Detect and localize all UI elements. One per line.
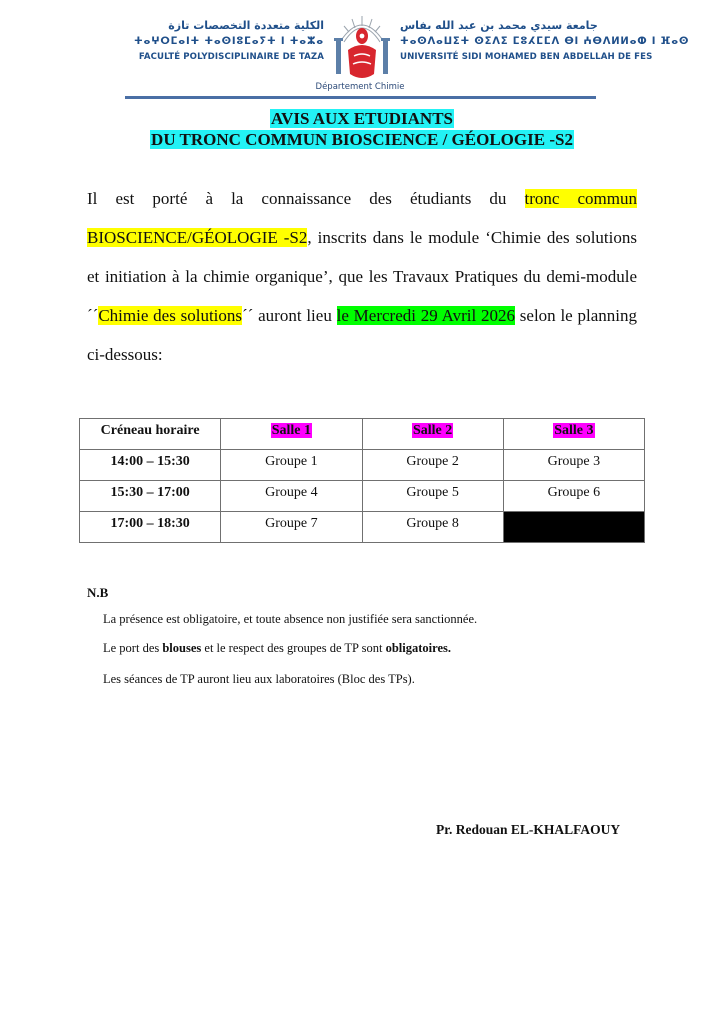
notice-title <box>0 108 724 129</box>
faculty-name-tifinagh: ⵜⴰⵖⵔⵎⴰⵏⵜ ⵜⴰⵙⵏⵓⵎⴰⵢⵜ ⵏ ⵜⴰⵣⴰ <box>133 36 324 47</box>
table-row <box>80 481 645 512</box>
header-room-1: Salle 1 <box>221 419 362 450</box>
header-divider <box>125 96 596 99</box>
paragraph-line-4: ´´Chimie des solutions´´ auront lieu le Mercredi 29 Avril 2026 selon le planning <box>87 306 637 325</box>
group-cell: Groupe 2 <box>362 450 503 481</box>
faculty-block <box>124 18 324 64</box>
highlight-module: Chimie des solutions <box>98 306 243 325</box>
note-item-lab-coats: Le port des blouses et le respect des groupes de TP sont obligatoires. <box>103 641 452 655</box>
header-room-2: Salle 2 <box>362 419 503 450</box>
paragraph-line-1: Il est porté à la connaissance des étudiants du tronc commun <box>87 189 638 208</box>
table-header-row <box>80 419 645 450</box>
university-name-tifinagh: ⵜⴰⵙⴷⴰⵡⵉⵜ ⵙⵉⴷⵉ ⵎⵓⵃⵎⵎⴷ ⴱⵏ ⵄⴱⴷⵍⵍⴰⵀ ⵏ ⴼⴰⵙ <box>400 36 690 47</box>
signature: Pr. Redouan EL-KHALFAOUY <box>436 822 621 837</box>
group-cell: Groupe 8 <box>362 512 503 543</box>
time-slot-cell: 14:00 – 15:30 <box>80 450 221 481</box>
highlight-program: tronc commun <box>524 189 638 208</box>
note-item-attendance: La présence est obligatoire, et toute absence non justifiée sera sanctionnée. <box>103 612 478 626</box>
paragraph-line-2: BIOSCIENCE/GÉOLOGIE -S2, inscrits dans le module ‘Chimie des solutions <box>87 228 637 247</box>
table-row <box>80 512 645 543</box>
header-time-slot: Créneau horaire <box>80 419 221 450</box>
group-cell: Groupe 1 <box>221 450 362 481</box>
header-room-3: Salle 3 <box>503 419 644 450</box>
group-cell: Groupe 3 <box>503 450 644 481</box>
group-cell: Groupe 6 <box>503 481 644 512</box>
faculty-name-arabic: الكلية متعددة التخصصات تازة <box>168 19 324 32</box>
highlight-program-name: BIOSCIENCE/GÉOLOGIE -S2 <box>87 228 308 247</box>
letterhead <box>110 12 690 104</box>
faculty-name-french: FACULTÉ POLYDISCIPLINAIRE DE TAZA <box>138 52 324 62</box>
group-cell: Groupe 7 <box>221 512 362 543</box>
schedule-table <box>79 418 645 543</box>
time-slot-cell: 15:30 – 17:00 <box>80 481 221 512</box>
university-name-arabic: جامعة سيدي محمد بن عبد الله بفاس <box>400 19 598 32</box>
university-crest-icon <box>328 12 396 82</box>
paragraph-line-3: et initiation à la chimie organique’, que les Travaux Pratiques du demi-module <box>87 267 637 286</box>
notice-title-line2: DU TRONC COMMUN BIOSCIENCE / GÉOLOGIE -S2 <box>151 130 573 149</box>
university-name-french: UNIVERSITÉ SIDI MOHAMED BEN ABDELLAH DE FES <box>400 52 653 62</box>
group-cell: Groupe 4 <box>221 481 362 512</box>
notes-heading: N.B <box>87 585 109 600</box>
table-row <box>80 450 645 481</box>
note-item-location: Les séances de TP auront lieu aux laboratoires (Bloc des TPs). <box>103 672 415 686</box>
group-cell: Groupe 5 <box>362 481 503 512</box>
time-slot-cell: 17:00 – 18:30 <box>80 512 221 543</box>
highlight-date: le Mercredi 29 Avril 2026 <box>336 306 515 325</box>
notice-title-line1: AVIS AUX ETUDIANTS <box>270 109 454 128</box>
department-name: Département Chimie <box>315 82 405 92</box>
paragraph-line-5: ci-dessous: <box>87 345 163 364</box>
blocked-cell <box>503 512 644 543</box>
notice-subtitle <box>0 129 724 150</box>
university-block <box>400 18 690 64</box>
